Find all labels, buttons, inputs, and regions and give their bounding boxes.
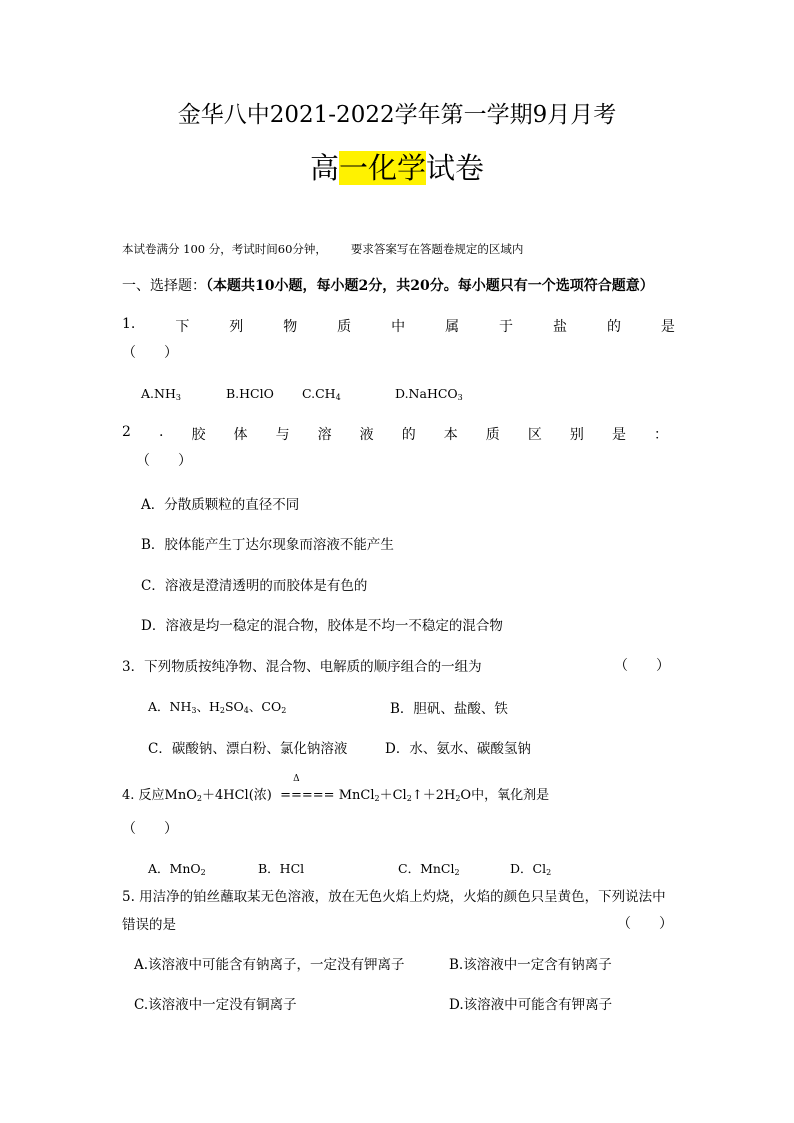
q2-stem-char: . (158, 424, 164, 440)
q2-stem-char: 是 (611, 427, 626, 443)
question-5-option-a: A.该溶液中可能含有钠离子，一定没有钾离子 (134, 957, 405, 973)
question-4-option-c: C．MnCl$_2$ (398, 861, 460, 877)
q2-stem-char: 区 (527, 427, 542, 443)
section-desc: （本题共10小题，每小题2分，共20分。每小题只有一个选项符合题意） (206, 278, 654, 294)
question-2-option-a: A．分散质颗粒的直径不同 (141, 497, 300, 513)
question-2-paren: （ ） (136, 453, 192, 469)
q2-stem-char: 溶 (317, 427, 332, 443)
q1-stem-char: 质 (337, 319, 352, 335)
q2-stem-char: ： (653, 427, 668, 443)
note-part2: 要求答案写在答题卷规定的区域内 (350, 242, 524, 256)
question-5-paren: （ ） (617, 916, 673, 932)
note-part1: 本试卷满分 100 分，考试时间60分钟， (122, 242, 327, 256)
question-3-option-d: D．水、氨水、碳酸氢钠 (385, 741, 531, 757)
question-1-paren: （ ） (122, 345, 178, 361)
q1-stem-char: 盐 (552, 319, 567, 335)
question-5-stem-line2: 错误的是 (122, 917, 176, 933)
q2-stem-char: 别 (569, 427, 584, 443)
question-2-option-b: B．胶体能产生丁达尔现象而溶液不能产生 (141, 537, 394, 553)
question-3-option-b: B．胆矾、盐酸、铁 (390, 701, 508, 717)
question-1-option-b: B.HClO (226, 386, 274, 401)
q1-stem-char: 1. (122, 316, 136, 332)
question-1-option-d: D.NaHCO$_3$ (395, 386, 463, 402)
q1-stem-char: 的 (606, 319, 621, 335)
q1-stem-char: 于 (499, 319, 514, 335)
q1-stem-char: 下 (175, 319, 190, 335)
question-3-paren: （ ） (614, 658, 670, 674)
q1-stem-char: 列 (229, 319, 244, 335)
question-2-option-c: C．溶液是澄清透明的而胶体是有色的 (141, 578, 368, 594)
reaction-arrow: Δ ===== (280, 774, 335, 803)
question-3-option-c: C．碳酸钠、漂白粉、氯化钠溶液 (148, 741, 348, 757)
subtitle-post: 试卷 (426, 151, 485, 185)
exam-title: 金华八中2021-2022学年第一学期9月月考 (177, 102, 617, 128)
q2-stem-char: 2 (122, 424, 131, 440)
question-5-stem-line1: 5. 用洁净的铂丝蘸取某无色溶液，放在无色火焰上灼烧，火焰的颜色只呈黄色，下列说法中 (122, 889, 666, 905)
q2-stem-char: 与 (275, 427, 290, 443)
question-4-paren: （ ） (122, 821, 178, 837)
question-3-stem: 3．下列物质按纯净物、混合物、电解质的顺序组合的一组为 (122, 659, 482, 675)
question-1-option-c: $C.CH_4$ (302, 386, 341, 402)
section-label: 一、选择题： (122, 278, 206, 294)
q2-stem-char: 的 (401, 427, 416, 443)
question-4-option-b: B．HCl (258, 861, 305, 876)
q2-stem-char: 胶 (191, 427, 206, 443)
q1-stem-char: 物 (283, 319, 298, 335)
question-2-option-d: D．溶液是均一稳定的混合物，胶体是不均一不稳定的混合物 (141, 618, 503, 634)
heat-symbol: Δ (293, 774, 300, 784)
question-5-option-d: D.该溶液中可能含有钾离子 (449, 997, 613, 1013)
question-1-stem (122, 316, 675, 336)
subtitle-highlight: 一化学 (338, 151, 426, 185)
q1-stem-char: 是 (660, 319, 675, 335)
question-2-stem (122, 424, 668, 444)
exam-note (122, 241, 523, 257)
q2-stem-char: 体 (233, 427, 248, 443)
question-3-option-a: A．$NH_3$、$H_2SO_4$、$CO_2$ (148, 699, 287, 715)
q2-stem-char: 本 (443, 427, 458, 443)
exam-subtitle (0, 146, 794, 187)
q2-stem-char: 质 (485, 427, 500, 443)
q1-stem-char: 属 (445, 319, 460, 335)
q2-stem-char: 液 (359, 427, 374, 443)
subtitle-pre: 高 (309, 151, 339, 185)
question-1-option-a: $A.NH_3$ (141, 386, 181, 402)
question-4-option-a: A．MnO$_2$ (148, 861, 206, 877)
q1-stem-char: 中 (391, 319, 406, 335)
question-5-option-b: B.该溶液中一定含有钠离子 (449, 957, 612, 973)
question-4-option-d: D．$Cl_2$ (510, 861, 552, 877)
question-5-option-c: C.该溶液中一定没有铜离子 (134, 997, 297, 1013)
section-heading (122, 275, 654, 295)
question-4-stem: 4. 反应MnO$_2$＋4HCl(浓) Δ ===== $MnCl_2+Cl_2↑+2H_2O$中，氧化剂是 (122, 774, 550, 803)
